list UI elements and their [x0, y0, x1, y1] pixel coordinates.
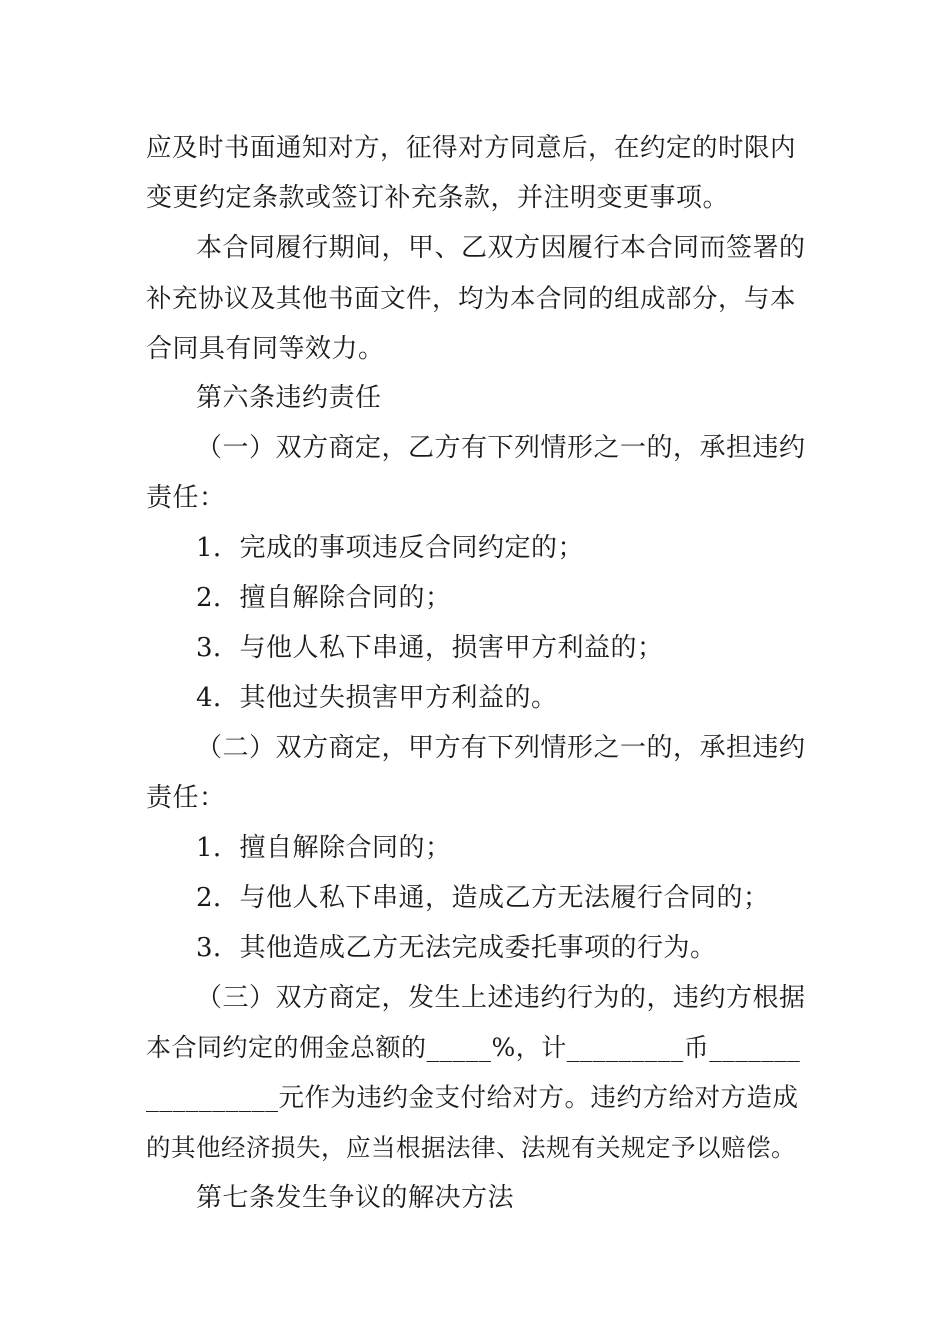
list-item: 1．完成的事项违反合同约定的； [196, 533, 585, 563]
paragraph-line: 责任： [146, 483, 226, 513]
paragraph-line: 责任： [146, 783, 226, 813]
paragraph-line: 补充协议及其他书面文件，均为本合同的组成部分，与本 [146, 284, 797, 314]
paragraph-line: __________元作为违约金支付给对方。违约方给对方造成 [146, 1083, 799, 1113]
paragraph-line: （二）双方商定，甲方有下列情形之一的，承担违约 [196, 733, 806, 763]
paragraph-line: 本合同约定的佣金总额的_____%，计_________币_______ [146, 1033, 801, 1062]
paragraph-line: 变更约定条款或签订补充条款，并注明变更事项。 [146, 183, 730, 213]
list-item: 2．擅自解除合同的； [196, 583, 452, 613]
paragraph-line: 的其他经济损失，应当根据法律、法规有关规定予以赔偿。 [146, 1133, 796, 1162]
section-heading: 第七条发生争议的解决方法 [196, 1183, 515, 1213]
paragraph-line: 本合同履行期间，甲、乙双方因履行本合同而签署的 [196, 233, 806, 263]
list-item: 3．其他造成乙方无法完成委托事项的行为。 [196, 933, 717, 963]
paragraph-line: 合同具有同等效力。 [146, 334, 385, 364]
list-item: 2．与他人私下串通，造成乙方无法履行合同的； [196, 883, 770, 913]
list-item: 4．其他过失损害甲方利益的。 [196, 683, 558, 713]
list-item: 3．与他人私下串通，损害甲方利益的； [196, 633, 664, 663]
list-item: 1．擅自解除合同的； [196, 833, 452, 863]
section-heading: 第六条违约责任 [196, 383, 382, 413]
paragraph-line: （三）双方商定，发生上述违约行为的，违约方根据 [196, 983, 806, 1013]
paragraph-line: （一）双方商定，乙方有下列情形之一的，承担违约 [196, 433, 806, 463]
paragraph-line: 应及时书面通知对方，征得对方同意后，在约定的时限内 [146, 133, 797, 163]
